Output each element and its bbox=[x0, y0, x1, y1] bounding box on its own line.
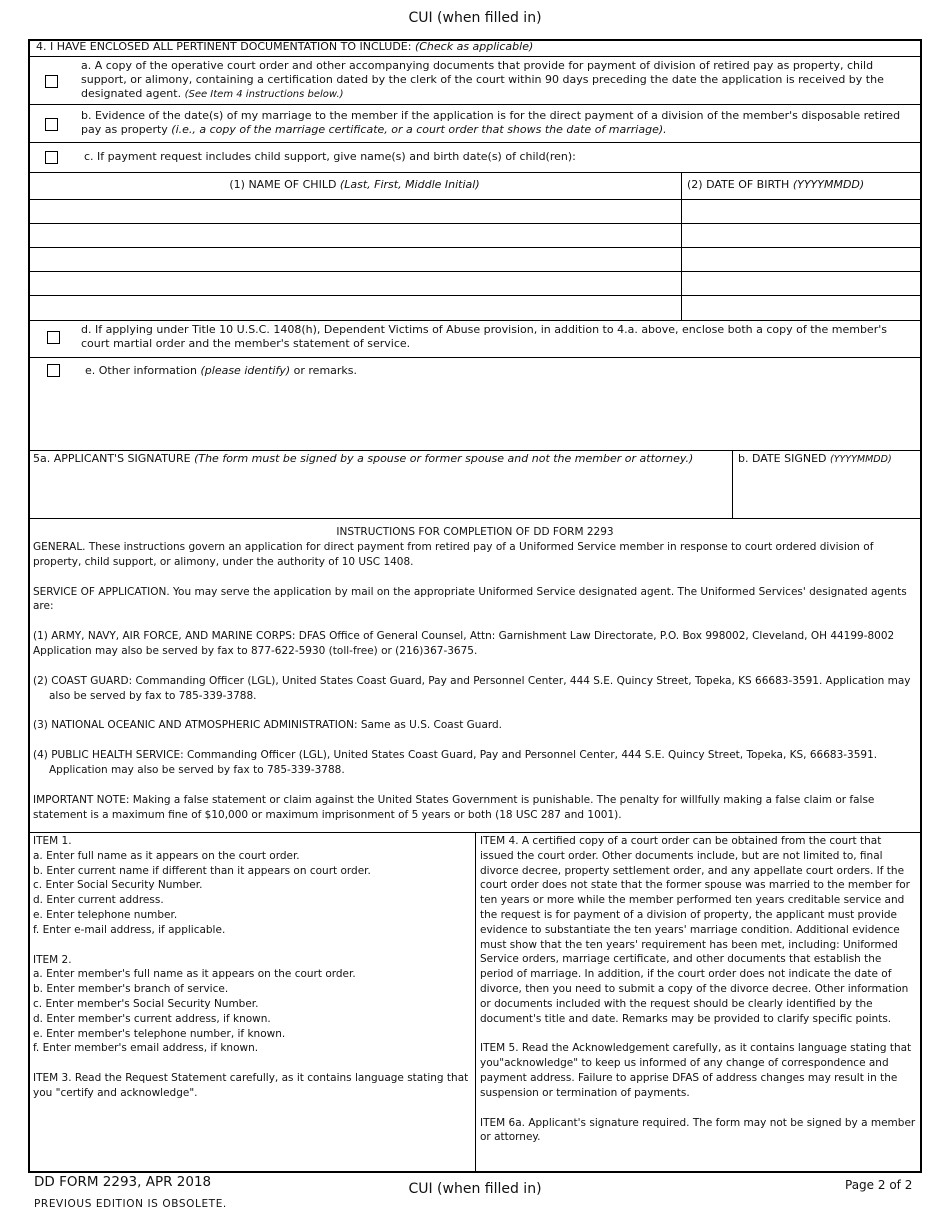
date-signed-label: b. DATE SIGNED (YYYYMMDD) bbox=[738, 452, 892, 465]
child-name-header: (1) NAME OF CHILD (Last, First, Middle Initial) bbox=[229, 178, 480, 191]
child-name-input-5[interactable] bbox=[32, 298, 677, 317]
items-left-column bbox=[33, 834, 469, 1101]
instructions-general: GENERAL. These instructions govern an application for direct payment from retired pay of a Uniformed Service member in response to court ordered division of property, child support, or alimony, under the authority of 10 USC 1408. bbox=[33, 541, 874, 568]
item-line: e. Enter member's telephone number, if known. bbox=[33, 1027, 286, 1040]
form-id: DD FORM 2293, APR 2018 bbox=[34, 1174, 212, 1190]
checkbox-4d[interactable] bbox=[47, 331, 60, 344]
child-dob-input-2[interactable] bbox=[686, 226, 918, 245]
checkbox-4e[interactable] bbox=[47, 364, 60, 377]
item-line: a. Enter full name as it appears on the court order. bbox=[33, 849, 300, 862]
item-4b-text: b. Evidence of the date(s) of my marriage to the member if the application is for the direct payment of a division of the member's disposable retired pay as property (i.e., a copy of the marriage certificate, or a court order that shows the date of marriage). bbox=[81, 109, 901, 136]
checkbox-4b[interactable] bbox=[45, 118, 58, 131]
cui-header: CUI (when filled in) bbox=[408, 10, 542, 26]
other-info-input[interactable] bbox=[84, 382, 916, 444]
items-right-column bbox=[480, 834, 918, 1145]
instructions-agent-4: (4) PUBLIC HEALTH SERVICE: Commanding Officer (LGL), United States Coast Guard, Pay and Personnel Center, 444 S.E. Quincy Street, Topeka, KS, 66683-3591. Application may also be served by fax to 785-339-3788. bbox=[33, 749, 878, 776]
instructions-agent-3: (3) NATIONAL OCEANIC AND ATMOSPHERIC ADMINISTRATION: Same as U.S. Coast Guard. bbox=[33, 719, 503, 732]
date-signed-input[interactable] bbox=[738, 472, 916, 512]
item-4e-text: e. Other information (please identify) or remarks. bbox=[85, 364, 358, 377]
child-dob-header: (2) DATE OF BIRTH (YYYYMMDD) bbox=[687, 178, 865, 191]
item-6a-instructions: ITEM 6a. Applicant's signature required. The form may not be signed by a member or attorney. bbox=[480, 1116, 916, 1144]
item-4c-text: c. If payment request includes child support, give name(s) and birth date(s) of child(ren): bbox=[84, 150, 576, 163]
signature-field[interactable] bbox=[32, 470, 728, 514]
child-dob-input-4[interactable] bbox=[686, 274, 918, 293]
section4-heading: 4. I HAVE ENCLOSED ALL PERTINENT DOCUMENTATION TO INCLUDE: (Check as applicable) bbox=[36, 40, 534, 53]
item-4-instructions: ITEM 4. A certified copy of a court order can be obtained from the court that issued the court order. Other documents include, but are not limited to, final divorce decree, property settlement order, and any appellate court orders. If the court order does not state that the former spouse was married to the member for ten years or more while the member performed ten years creditable service and the request is for payment of a division of property, the applicant must provide evidence to substantiate the ten years' marriage condition. Additional evidence must show that the ten years' requirement has been met, including: Uniformed Service orders, marriage certificate, and other documents that establish the period of marriage. In addition, if the court order does not indicate the date of divorce, then you need to submit a copy of the divorce decree. Other information or documents included with the request should be clearly identified by the document's title and date. Remarks may be provided to clarify specific points. bbox=[480, 835, 910, 1025]
instructions-title: INSTRUCTIONS FOR COMPLETION OF DD FORM 2293 bbox=[336, 526, 614, 538]
item-line: d. Enter member's current address, if known. bbox=[33, 1012, 271, 1025]
item-line: c. Enter Social Security Number. bbox=[33, 879, 203, 892]
signature-label: 5a. APPLICANT'S SIGNATURE (The form must be signed by a spouse or former spouse and not the member or attorney.) bbox=[33, 452, 694, 465]
child-dob-input-1[interactable] bbox=[686, 202, 918, 221]
instructions-body bbox=[33, 540, 919, 822]
item-line: ITEM 2. bbox=[33, 953, 72, 966]
cui-footer: CUI (when filled in) bbox=[408, 1181, 542, 1197]
child-name-input-4[interactable] bbox=[32, 274, 677, 293]
child-dob-input-3[interactable] bbox=[686, 250, 918, 269]
checkbox-4a[interactable] bbox=[45, 75, 58, 88]
child-name-input-1[interactable] bbox=[32, 202, 677, 221]
item-line: ITEM 1. bbox=[33, 835, 72, 847]
child-dob-input-5[interactable] bbox=[686, 298, 918, 317]
item-4d-text: d. If applying under Title 10 U.S.C. 1408(h), Dependent Victims of Abuse provision, in addition to 4.a. above, enclose both a copy of the member's court martial order and the member's statement of service. bbox=[81, 323, 887, 350]
item-line: e. Enter telephone number. bbox=[33, 908, 178, 921]
checkbox-4c[interactable] bbox=[45, 151, 58, 164]
child-name-input-3[interactable] bbox=[32, 250, 677, 269]
page-number: Page 2 of 2 bbox=[845, 1178, 913, 1192]
child-name-input-2[interactable] bbox=[32, 226, 677, 245]
item-line: f. Enter member's email address, if known. bbox=[33, 1042, 259, 1055]
instructions-important: IMPORTANT NOTE: Making a false statement or claim against the United States Government is punishable. The penalty for willfully making a false claim or false statement is a maximum fine of $10,000 or maximum imprisonment of 5 years or both (18 USC 287 and 1001). bbox=[33, 793, 875, 821]
instructions-service: SERVICE OF APPLICATION. You may serve the application by mail on the appropriate Uniformed Service designated agent. The Uniformed Services' designated agents are: bbox=[33, 585, 907, 613]
item-4a-text: a. A copy of the operative court order and other accompanying documents that provide for payment of division of retired pay as property, child support, or alimony, containing a certification dated by the clerk of the court within 90 days preceding the date the application is received by the designated agent. (See Item 4 instructions below.) bbox=[81, 59, 884, 100]
instructions-agent-2: (2) COAST GUARD: Commanding Officer (LGL), United States Coast Guard, Pay and Personnel Center, 444 S.E. Quincy Street, Topeka, KS 66683-3591. Application may also be served by fax to 785-339-3788. bbox=[33, 674, 911, 702]
item-line: d. Enter current address. bbox=[33, 894, 164, 907]
item-line: ITEM 3. Read the Request Statement carefully, as it contains language stating that you "certify and acknowledge". bbox=[33, 1072, 469, 1099]
obsolete-note: PREVIOUS EDITION IS OBSOLETE. bbox=[34, 1198, 227, 1210]
item-line: c. Enter member's Social Security Number. bbox=[33, 997, 259, 1010]
item-line: b. Enter current name if different than it appears on court order. bbox=[33, 864, 371, 877]
instructions-agent-1: (1) ARMY, NAVY, AIR FORCE, AND MARINE CORPS: DFAS Office of General Counsel, Attn: Garnishment Law Directorate, P.O. Box 998002, Cleveland, OH 44199-8002 Application may also be served by fax to 877-622-5930 (toll-free) or (216)367-3675. bbox=[33, 630, 895, 657]
item-line: a. Enter member's full name as it appears on the court order. bbox=[33, 968, 356, 981]
item-line: b. Enter member's branch of service. bbox=[33, 983, 229, 996]
item-line: f. Enter e-mail address, if applicable. bbox=[33, 923, 226, 936]
item-5-instructions: ITEM 5. Read the Acknowledgement carefully, as it contains language stating that you"acknowledge" to keep us informed of any change of correspondence and payment address. Failure to apprise DFAS of address changes may result in the suspension or termination of payments. bbox=[480, 1042, 912, 1099]
